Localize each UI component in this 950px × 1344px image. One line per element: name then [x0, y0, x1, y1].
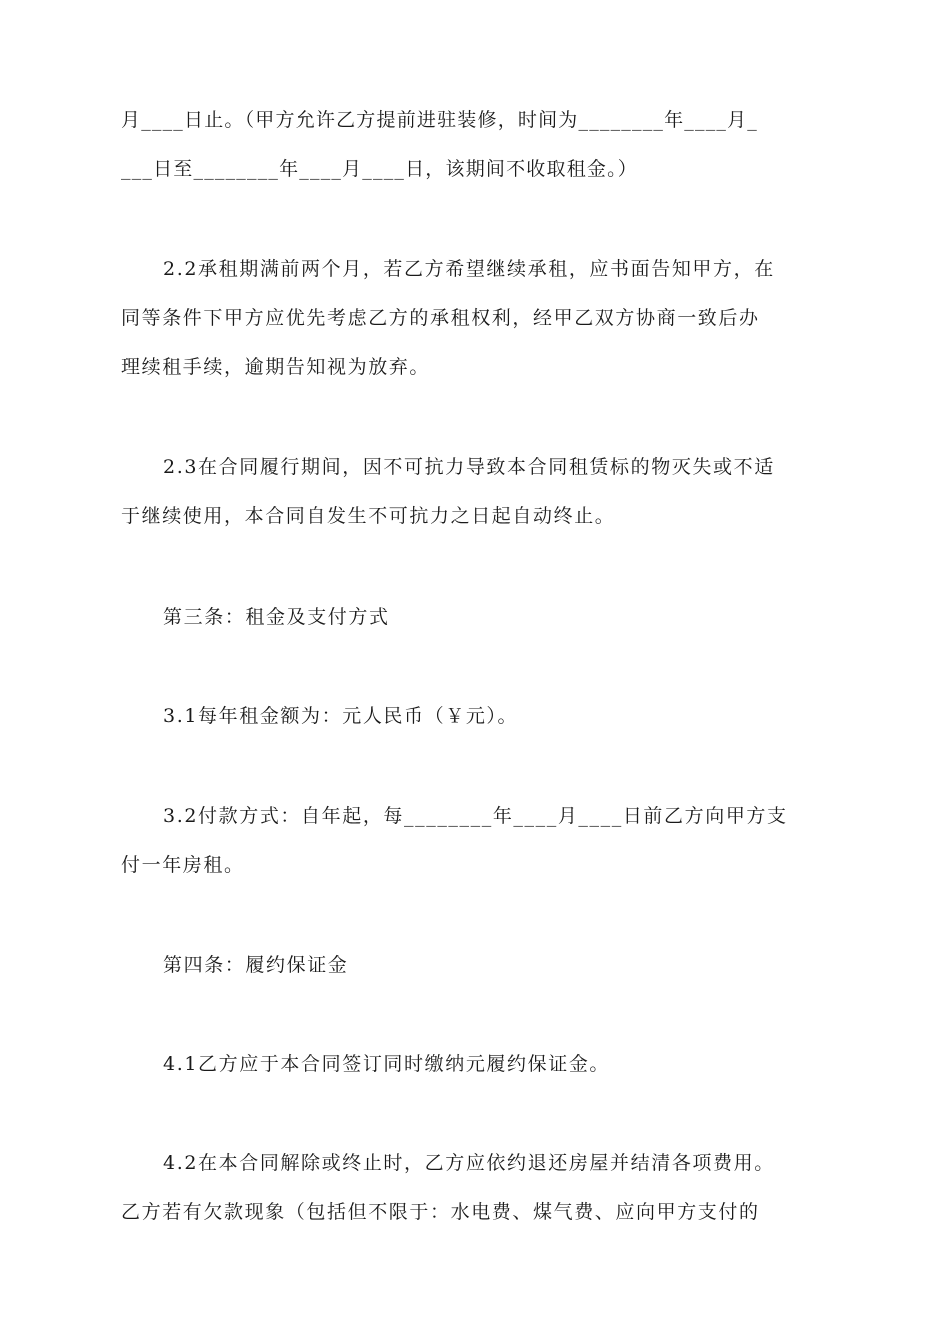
text-line: 3.2付款方式：自年起，每________年____月____日前乙方向甲方支: [163, 805, 788, 827]
paragraph-2-3: [121, 443, 833, 541]
text-line: 乙方若有欠款现象（包括但不限于：水电费、煤气费、应向甲方支付的: [121, 1201, 760, 1223]
text-line: 4.2在本合同解除或终止时，乙方应依约退还房屋并结清各项费用。: [163, 1152, 775, 1174]
paragraph-continuation: [121, 96, 833, 194]
section-heading-4: 第四条：履约保证金: [163, 954, 349, 976]
text-line: 2.2承租期满前两个月，若乙方希望继续承租，应书面告知甲方，在: [163, 258, 775, 280]
text-line: 同等条件下甲方应优先考虑乙方的承租权利，经甲乙双方协商一致后办: [121, 307, 760, 329]
paragraph-2-2: [121, 245, 833, 392]
text-line: 3.1每年租金额为：元人民币（￥元）。: [163, 705, 519, 727]
text-line: 理续租手续，逾期告知视为放弃。: [121, 356, 431, 378]
paragraph-4-2: [121, 1139, 833, 1237]
paragraph-3-2: [121, 792, 833, 890]
text-line: 于继续使用，本合同自发生不可抗力之日起自动终止。: [121, 505, 616, 527]
section-heading-3: 第三条：租金及支付方式: [163, 606, 390, 628]
text-line: 2.3在合同履行期间，因不可抗力导致本合同租赁标的物灭失或不适: [163, 456, 775, 478]
text-line: 4.1乙方应于本合同签订同时缴纳元履约保证金。: [163, 1053, 611, 1075]
text-line: ___日至________年____月____日，该期间不收取租金。）: [121, 158, 639, 180]
paragraph-4-1: [121, 1040, 833, 1089]
text-line: 付一年房租。: [121, 854, 245, 876]
paragraph-3-1: [121, 692, 833, 741]
text-line: 月____日止。（甲方允许乙方提前进驻装修，时间为________年____月_: [121, 109, 759, 131]
